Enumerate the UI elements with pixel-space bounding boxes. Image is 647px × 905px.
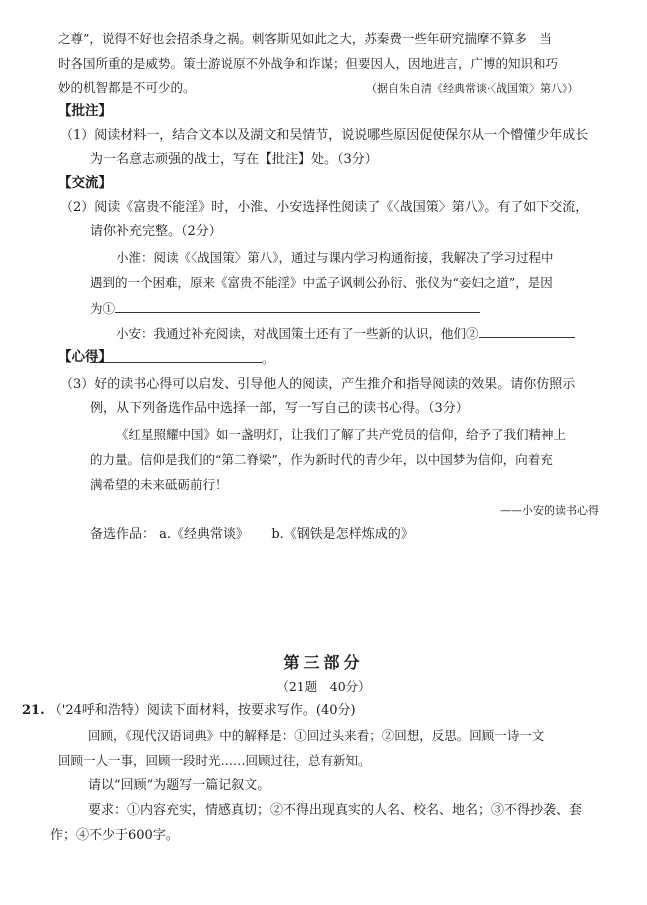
q3-line-1: （3）好的读书心得可以启发、引导他人的阅读，产生推介和指导阅读的效果。请你仿照示 — [60, 377, 576, 392]
answer-blank-1[interactable] — [115, 300, 480, 313]
part3-title: 第三部分 — [283, 653, 364, 672]
xiaohuai-line-2: 遇到的一个困难，原来《富贵不能淫》中孟子讽刺公孙衍、张仪为“妾妇之道”，是因 — [90, 275, 553, 290]
q21-line-1 — [22, 703, 356, 719]
q21-number: 21. — [22, 703, 45, 718]
passage-line-3: 妙的机智都是不可少的。 — [58, 80, 196, 95]
q1-line-1: （1）阅读材料一，结合文本以及湖文和吴情节，说说哪些原因促使保尔从一个懵懂少年成长 — [60, 128, 589, 143]
q21-line-4: 请以“回顾”为题写一篇记叙文。 — [88, 778, 271, 793]
passage-line-1: 之尊”，说得不好也会招杀身之祸。刺客斯见如此之大，苏秦费一些年研究揣摩不算多 当 — [58, 31, 552, 46]
xiaoan-line-2 — [90, 350, 275, 367]
q3-line-2: 例，从下列备选作品中选择一部，写一写自己的读书心得。（3分） — [90, 401, 469, 416]
part3-subtitle: （21题 40分） — [276, 679, 371, 694]
options-line — [90, 527, 414, 543]
q21-line-2: 回顾，《现代汉语词典》中的解释是：①回过头来看；②回想，反思。回顾一诗一文 — [88, 728, 545, 743]
passage-line-2: 时各国所重的是威势。策士游说原不外战争和诈谋；但要因人，因地进言，广博的知识和巧 — [58, 56, 559, 71]
section-xinde-heading: 【心得】 — [58, 349, 112, 365]
option-a: a.《经典常谈》 — [159, 527, 250, 542]
xiaoan-line-1 — [116, 325, 575, 342]
options-label: 备选作品： — [90, 527, 156, 542]
q21-line-5: 要求：①内容充实，情感真切；②不得出现真实的人名、校名、地名；③不得抄袭、套 — [88, 803, 583, 818]
section-jiaoliu-heading: 【交流】 — [58, 175, 112, 191]
xiaoan-text: 小安：我通过补充阅读，对战国策士还有了一些新的认识，他们② — [116, 326, 479, 341]
example-line-1: 《红星照耀中国》如一盏明灯，让我们了解了共产党员的信仰，给予了我们精神上 — [116, 427, 567, 442]
option-b: b.《钢铁是怎样炼成的》 — [271, 527, 414, 542]
example-signature: ——小安的读书心得 — [500, 504, 599, 517]
q1-line-2: 为一名意志顽强的战士，写在【批注】处。（3分） — [90, 152, 378, 167]
xiaohuai-line-3 — [90, 300, 480, 317]
q2-line-2: 请你补充完整。（2分） — [90, 224, 222, 239]
answer-blank-2b[interactable] — [90, 350, 262, 363]
xiaoan-period: 。 — [262, 351, 275, 366]
example-line-2: 的力量。信仰是我们的“第二脊梁”，作为新时代的青少年，以中国梦为信仰，向着充 — [90, 452, 553, 467]
q2-line-1: （2）阅读《富贵不能淫》时，小淮、小安选择性阅读了《〈战国策〉第八》。有了如下交流， — [60, 200, 589, 215]
section-pizhu-heading: 【批注】 — [58, 103, 112, 119]
passage-source: （据自朱自清《经典常谈·〈战国策〉第八》） — [366, 82, 579, 95]
q21-intro: （'24呼和浩特）阅读下面材料，按要求写作。(40分) — [48, 703, 356, 718]
q21-line-6: 作；④不少于600字。 — [50, 828, 179, 843]
example-line-3: 满希望的未来砥砺前行！ — [90, 477, 228, 492]
blank-1-label: 为① — [90, 301, 116, 316]
q21-line-3: 回顾一人一事，回顾一段时光……回顾过往，总有新知。 — [58, 753, 371, 768]
answer-blank-2a[interactable] — [479, 325, 575, 338]
xiaohuai-line-1: 小淮：阅读《〈战国策〉第八》，通过与课内学习构通衔接，我解决了学习过程中 — [116, 250, 554, 265]
